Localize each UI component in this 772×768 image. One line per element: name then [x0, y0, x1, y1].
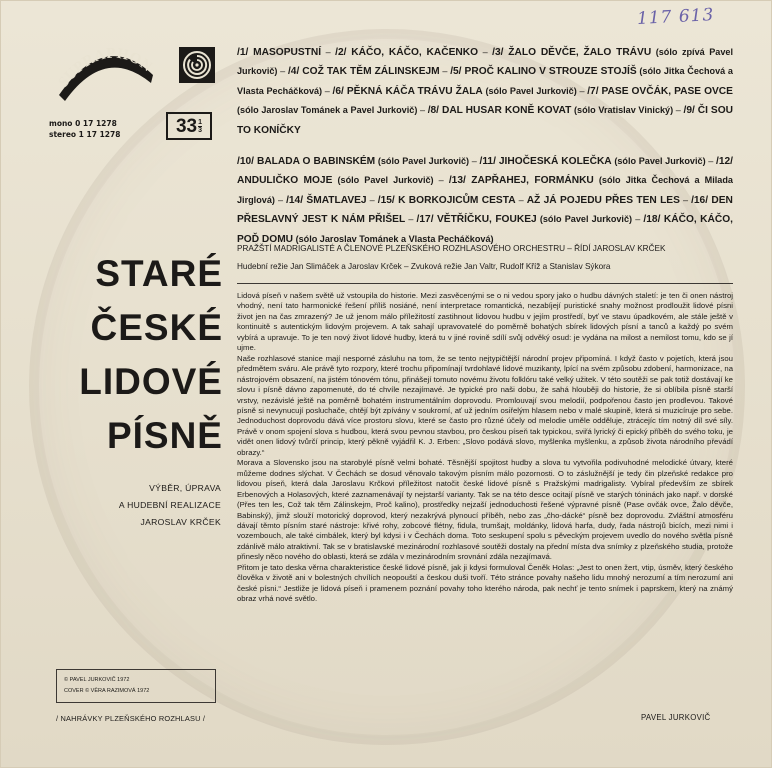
track-title: /13/ ZAPŘAHEJ, FORMÁNKU: [448, 175, 594, 187]
track-soloist: (sólo zpívá Pavel Jurkovič): [237, 47, 733, 77]
performers-line: PRAŽŠTÍ MADRIGALISTÉ A ČLENOVÉ PLZEŇSKÉHO ROZHLASOVÉHO ORCHESTRU – ŘÍDÍ JAROSLAV KRČEK: [237, 244, 666, 253]
track-title: /7/ PASE OVČÁK, PASE OVCE: [587, 85, 733, 97]
speed-numerator: 1: [198, 118, 203, 126]
track-soloist: (sólo Pavel Jurkovič): [539, 214, 633, 225]
notes-paragraph: Lidová píseň v našem světě už vstoupila do historie. Mezi zasvěcenými se o ni vedou spory jako o hudbu dávných staletí: je ten či onen nástroj vhodný, není tato harmonické řešení příliš nosiáné, není interpretace romantická, nezabíjejí puristické snahy možnost prodloužit lidové písni život jen na čas zmrazený? Je už jenom málo příležitostí zastihnout lidovou hudbu v jejím prostředí, byť ve stavu úpadkovém, ale stále ještě v kontinuitě s autentickým lidovým projevem. A tak sahají upravovatelé do poměrně bohatých sbírek lidových písní a tanců a každý po svém vybírá a upravuje. To je ten nový život lidové hudby, která tu v jiné rovině sdílí svůj odvěký osud: je vydána na milost a nemilost tomu, kdo se jí ujme.: [237, 291, 733, 353]
track-title: /10/ BALADA O BABINSKÉM: [237, 156, 376, 167]
speed-fraction: [198, 119, 202, 134]
performers-credits: [237, 240, 733, 276]
track-title: /8/ DAL HUSAR KONĚ KOVAT: [427, 105, 572, 117]
track-soloist: (sólo Pavel Jurkovič): [485, 85, 577, 96]
album-title: [61, 247, 223, 463]
author-signature: PAVEL JURKOVIČ: [641, 713, 711, 722]
title-line: STARÉ: [95, 253, 223, 294]
track-title: /1/ MASOPUSTNÍ: [237, 47, 322, 58]
track-title: /12/ ANDULIČKO MOJE: [237, 156, 733, 187]
notes-paragraph: Přitom je tato deska věrna charakteristice české lidové písně, jak ji kdysi formuloval Čeněk Holas: „Jest to onen žert, vtip, úsměv, který českého člověka v životě ani v bolestných chvílích neopouští a českou duši tvoří. Této stránce povahy našeho lidu mnohý nerozumí a tím nerozumí ani české písni.“ Jestliže je lidová píseň i pramenem poznání povahy toho kterého národa, pak nechť je tento snímek i paprskem, který na známý obraz vrhá nové světlo.: [237, 562, 733, 604]
track-title: /11/ JIHOČESKÁ KOLEČKA: [479, 156, 612, 167]
speed-main: 33: [175, 115, 198, 137]
track-title: /4/ COŽ TAK TĚM ZÁLINSKEJM: [287, 66, 440, 78]
track-soloist: (sólo Jitka Čechová a Milada Jirglová): [237, 175, 733, 205]
title-line: ČESKÉ: [90, 307, 223, 348]
supraphon-logo: [53, 41, 157, 103]
tracklist-side-b: /10/ BALADA O BABINSKÉM (sólo Pavel Jurkovič) – /11/ JIHOČESKÁ KOLEČKA (sólo Pavel Jurkovič) – /12/ ANDULIČKO MOJE (sólo Pavel Jurkovič) – /13/ ZAPŘAHEJ, FORMÁNKU (sólo Jitka Čechová a Milada Jirglová) – /14/ ŠMATLAVEJ – /15/ K BORKOJICŮM CESTA – AŽ JÁ POJEDU PŘES TEN LES – /16/ DEN PŘESLAVNÝ JEST K NÁM PŘIŠEL – /17/ VĚTŘÍČKU, FOUKEJ (sólo Pavel Jurkovič) – /18/ KÁČO, KÁČO, POĎ DOMU (sólo Jaroslav Tománek a Vlasta Pecháčková): [237, 156, 733, 245]
track-soloist: (sólo Vratislav Vinický): [574, 105, 674, 116]
speed-denominator: 3: [198, 126, 203, 134]
copyright-box: [56, 669, 216, 703]
track-title: /6/ PĚKNÁ KÁČA TRÁVU ŽALA: [332, 85, 483, 97]
track-title: /15/ K BORKOJICŮM CESTA: [377, 194, 516, 206]
track-title: /2/ KÁČO, KÁČO, KAČENKO: [335, 47, 479, 58]
title-line: LIDOVÉ: [79, 361, 223, 402]
track-title: /18/ KÁČO, KÁČO, POĎ DOMU: [237, 214, 733, 245]
liner-notes: [237, 291, 733, 605]
track-soloist: (sólo Pavel Jurkovič): [337, 175, 434, 186]
track-soloist: (sólo Jitka Čechová a Vlasta Pecháčková): [237, 66, 733, 96]
logo-text: SUPRAPHON: [55, 45, 156, 91]
notes-paragraph: Morava a Slovensko jsou na starobylé písně velmi bohaté. Těsnější spojitost hudby a slova tu vytvořila podivuhodné melodické útvary, které můžeme dodnes slýchat. V Čechách se dosud věnovalo takovým písním málo pozornosti. O to záslužnější je tedy čin plzeňské redakce pro lidovou píseň, která dala Jaroslavu Krčkovi příležitost natočit české lidové písně s Pražskými madrigalisty. Vybíral především ze sbírek Erbenových a Holasových, které zaznamenávají ty nejstarší varianty. Tak se na této desce ocitají písně ve starých tóninách jako např. v dorské (Přes ten les, Což tak těm Zálinskejm, Proč kalino), prostředky nejzaší jednoduchosti řešené výpravné písně (Pase ovčák ovce, Žalo děvče, Babinský), jimž slouží motorický doprovod, který nezakrývá plynoucí příběh, nebo zas „čho-dácké“ písně bez doprovodu. Zvláštní atmosféru dávají těmto písním staré nástroje: křivé rohy, zobcové flétny, fidula, trumšajt, moldánky, lidová harfa, dudy, řada nástrojů bicích, mezi nimi i vozembouch, ale také cimbálek, který byl kdysi i v Čechách doma. Toto seskupení spolu s pěveckým projevem uvedlo do nového světla písně zdánlivě málo atraktivní. Tak se v bratislavské mezinárodní rozhlasové soutěži dostaly na přední místa dva snímky z plzeňského studia, protože přinesly něco nového do oblasti, která se zdála v mezinárodním srovnání zdála nezajímavá.: [237, 458, 733, 562]
tracklist-side-a: /1/ MASOPUSTNÍ – /2/ KÁČO, KÁČO, KAČENKO – /3/ ŽALO DĚVČE, ŽALO TRÁVU (sólo zpívá Pavel Jurkovič) – /4/ COŽ TAK TĚM ZÁLINSKEJM – /5/ PROČ KALINO V STROUZE STOJÍŠ (sólo Jitka Čechová a Vlasta Pecháčková) – /6/ PĚKNÁ KÁČA TRÁVU ŽALA (sólo Pavel Jurkovič) – /7/ PASE OVČÁK, PASE OVCE (sólo Jaroslav Tománek a Pavel Jurkovič) – /8/ DAL HUSAR KONĚ KOVAT (sólo Vratislav Vinický) – /9/ ČI SOU TO KONÍČKY: [237, 47, 733, 136]
catalog-stereo: stereo 1 17 1278: [49, 130, 121, 139]
track-title: /14/ ŠMATLAVEJ: [286, 194, 367, 206]
track-soloist: (sólo Jaroslav Tománek a Vlasta Pecháčková): [295, 233, 494, 244]
handwritten-note: 117 613: [636, 4, 715, 30]
notes-paragraph: Naše rozhlasové stanice mají nesporné zásluhu na tom, že se tento nejtypičtější národní projev připomíná. I když často v pojetích, která jsou předmětem sváru. Ale právě tyto rozpory, které trochu připomínají tvrdohlavé lidové muzikanty, lpící na svém způsobu zdobení, harmonizace, na nástrojovém obsazení, na jistém tónovém tónu, přinášejí tomuto novému životu folklóru také velký užitek. V této soutěži se pak totiž dostávají ke slovu i písně dávno zapomenuté, do té chvíle nezajímavé. Je typické pro naši dobu, že sahá hlouběji do historie, že si oblíbila písně starší vrstvy, nezávislé ještě na poměrně bohatém instrumentálním doprovodu. Promlouvají svou melodií, podpořenou často jen prodlevou. Takové písně si nevynucují posluchače, chtějí být zpívány v soukromí, ať už jedním osiřelým hlasem nebo v malé skupině, která si muzicíruje pro sebe. Jednoduchost doprovodu dává více prostoru slovu, které se často pro různé účely od melodie uměle oddělujе, ztrácejíc tím notný díl své síly. Právě v onom spojení slova s hudbou, která svou pevnou stavbou, pro českou píseň tak typickou, sviřá lyrický či epický příběh do svého toku, je vidět onen lidový tvůrčí princip, který pěkně vyjádřil K. J. Erben: „Slovo podává slovo, myšlenka myšlenku, a způsob života národního převádí obrazy.“: [237, 353, 733, 457]
direction-line: Hudební režie Jan Slimáček a Jaroslav Krček – Zvuková režie Jan Valtr, Rudolf Kříž a Stanislav Sýkora: [237, 262, 611, 271]
catalog-numbers: [49, 118, 120, 140]
credit-line: VÝBĚR, ÚPRAVA: [149, 483, 221, 493]
track-title: /9/ ČI SOU TO KONÍČKY: [237, 105, 733, 136]
catalog-mono: mono 0 17 1278: [49, 119, 117, 128]
copyright-line: COVER © VĚRA RAZIMOVÁ 1972: [64, 688, 150, 694]
track-title: /16/ DEN PŘESLAVNÝ JEST K NÁM PŘIŠEL: [237, 194, 733, 226]
arrangement-credit: [81, 480, 221, 531]
track-title: AŽ JÁ POJEDU PŘES TEN LES: [526, 194, 680, 206]
track-soloist: (sólo Jaroslav Tománek a Pavel Jurkovič): [237, 105, 418, 116]
credit-line: A HUDEBNÍ REALIZACE: [118, 500, 221, 510]
track-title: /5/ PROČ KALINO V STROUZE STOJÍŠ: [450, 66, 637, 78]
speed-badge: [166, 112, 212, 140]
credit-line: JAROSLAV KRČEK: [140, 517, 221, 527]
recordings-note: / NAHRÁVKY PLZEŇSKÉHO ROZHLASU /: [56, 714, 206, 723]
spiral-icon: [179, 47, 215, 83]
track-soloist: (sólo Pavel Jurkovič): [377, 156, 470, 166]
track-soloist: (sólo Pavel Jurkovič): [614, 156, 706, 166]
track-title: /17/ VĚTŘÍČKU, FOUKEJ: [416, 214, 537, 226]
divider-rule: [237, 283, 733, 284]
title-line: PÍSNĚ: [106, 415, 223, 456]
track-title: /3/ ŽALO DĚVČE, ŽALO TRÁVU: [492, 47, 652, 58]
copyright-line: © PAVEL JURKOVIČ 1972: [64, 677, 130, 683]
